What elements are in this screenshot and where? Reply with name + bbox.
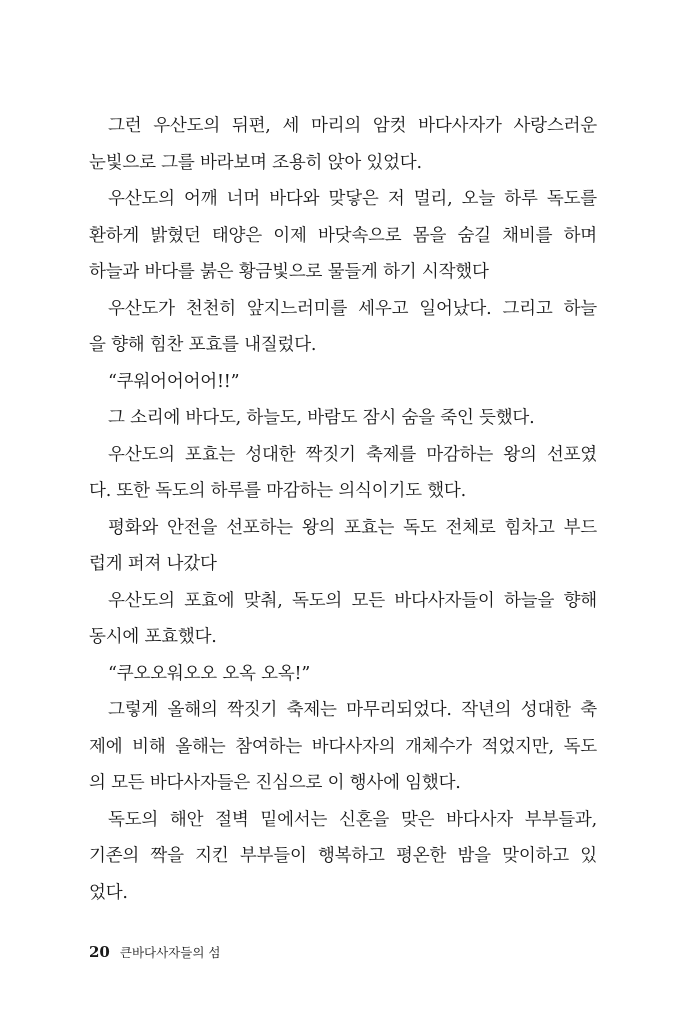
text-line: 럽게 퍼져 나갔다 xyxy=(89,554,217,574)
text-line: 그렇게 올해의 짝짓기 축제는 마무리되었다. 작년의 성대한 축 xyxy=(108,700,597,720)
text-line: 환하게 밝혔던 태양은 이제 바닷속으로 몸을 숨길 채비를 하며 xyxy=(89,225,597,246)
body-text xyxy=(89,108,597,911)
text-line: 우산도의 어깨 너머 바다와 맞닿은 저 멀리, 오늘 하루 독도를 xyxy=(108,189,597,209)
page-number: 20 xyxy=(89,943,110,961)
text-line: 을 향해 힘찬 포효를 내질렀다. xyxy=(89,335,317,355)
text-line: 의 모든 바다사자들은 진심으로 이 행사에 임했다. xyxy=(89,773,461,793)
text-line: 하늘과 바다를 붉은 황금빛으로 물들게 하기 시작했다 xyxy=(89,262,489,282)
text-line: 우산도의 포효는 성대한 짝짓기 축제를 마감하는 왕의 선포였 xyxy=(108,444,597,465)
text-line: 평화와 안전을 선포하는 왕의 포효는 독도 전체로 힘차고 부드 xyxy=(108,517,597,538)
dialogue-line: “쿠워어어어어!!” xyxy=(108,371,240,392)
text-line: 제에 비해 올해는 참여하는 바다사자의 개체수가 적었지만, 독도 xyxy=(89,736,597,757)
page-footer xyxy=(89,943,220,961)
text-line: 눈빛으로 그를 바라보며 조용히 앉아 있었다. xyxy=(89,152,422,173)
text-line: 었다. xyxy=(89,882,128,903)
text-line: 독도의 해안 절벽 밑에서는 신혼을 맞은 바다사자 부부들과, xyxy=(108,809,597,830)
text-line: 그런 우산도의 뒤편, 세 마리의 암컷 바다사자가 사랑스러운 xyxy=(108,116,597,136)
book-title: 큰바다사자들의 섬 xyxy=(119,945,221,960)
text-line: 그 소리에 바다도, 하늘도, 바람도 잠시 숨을 죽인 듯했다. xyxy=(108,408,535,428)
text-line: 우산도가 천천히 앞지느러미를 세우고 일어났다. 그리고 하늘 xyxy=(108,298,597,319)
text-line: 우산도의 포효에 맞춰, 독도의 모든 바다사자들이 하늘을 향해 xyxy=(108,590,597,611)
dialogue-line: “쿠오오워오오 오옥 오옥!” xyxy=(108,663,311,684)
text-line: 기존의 짝을 지킨 부부들이 행복하고 평온한 밤을 맞이하고 있 xyxy=(89,846,597,866)
text-line: 동시에 포효했다. xyxy=(89,627,217,647)
text-line: 다. 또한 독도의 하루를 마감하는 의식이기도 했다. xyxy=(89,481,467,501)
